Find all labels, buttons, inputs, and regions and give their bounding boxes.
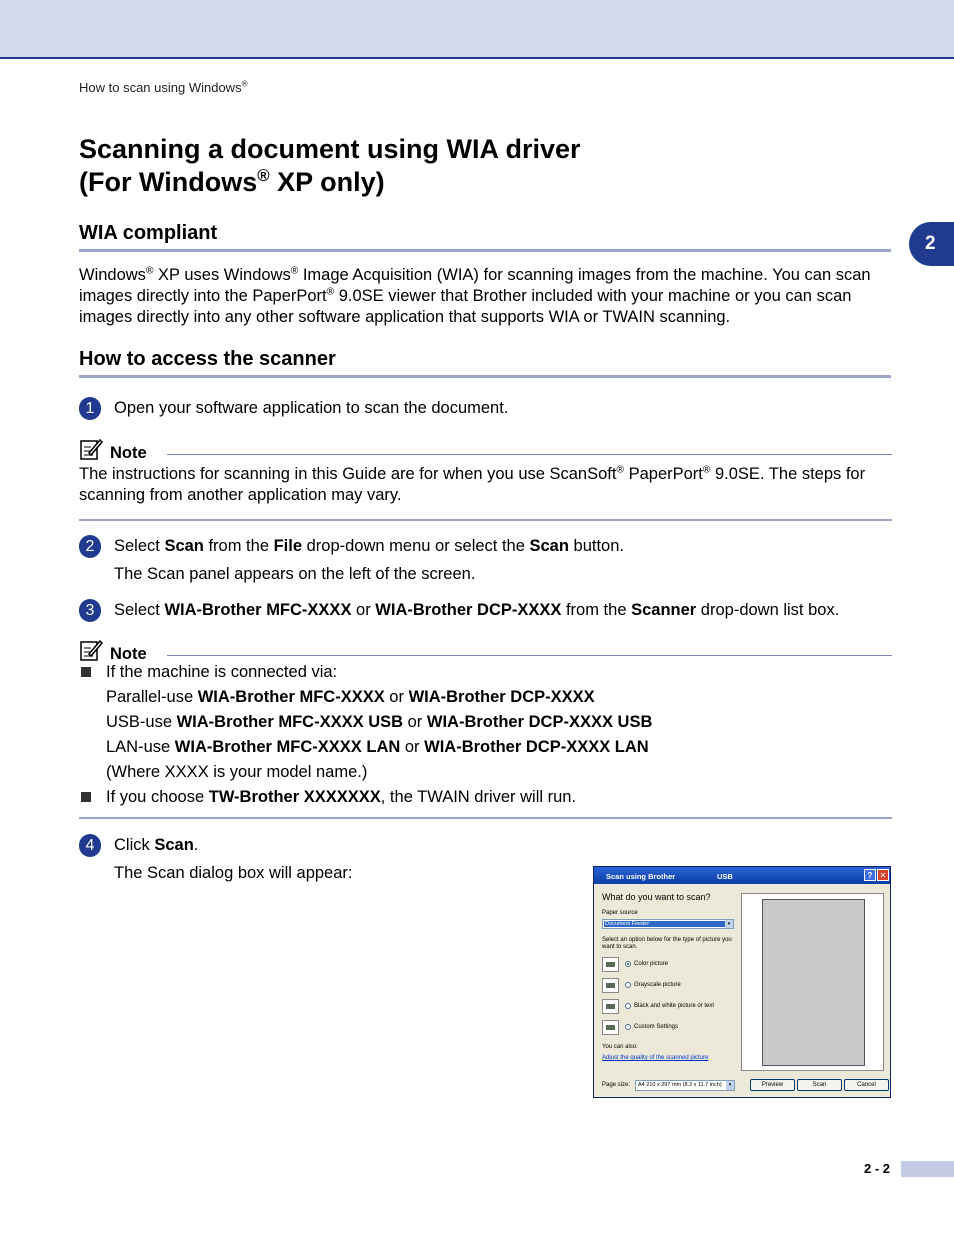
connection-parallel: Parallel-use WIA-Brother MFC-XXXX or WIA-Brother DCP-XXXX: [106, 688, 595, 706]
step-text: Select Scan from the File drop-down menu or select the Scan button.: [114, 537, 624, 555]
header-band: [0, 0, 954, 59]
page-size-label: Page size:: [602, 1082, 631, 1088]
black-white-picture-icon: [602, 999, 619, 1014]
note-label: Note: [110, 444, 147, 462]
radio-button[interactable]: [625, 982, 631, 988]
note-label: Note: [110, 645, 147, 663]
step-number: 2: [79, 535, 101, 558]
scan-button[interactable]: Scan: [797, 1079, 842, 1091]
dialog-title-suffix: USB: [717, 872, 733, 881]
running-head: How to scan using Windows®: [79, 79, 248, 95]
model-note: (Where XXXX is your model name.): [106, 763, 368, 781]
dialog-question: What do you want to scan?: [602, 892, 711, 902]
adjust-quality-link[interactable]: Adjust the quality of the scanned picture: [602, 1055, 709, 1061]
step-text: Open your software application to scan the document.: [114, 399, 509, 417]
connection-lan: LAN-use WIA-Brother MFC-XXXX LAN or WIA-Brother DCP-XXXX LAN: [106, 738, 649, 756]
preview-button[interactable]: Preview: [750, 1079, 795, 1091]
bullet-square-icon: [81, 667, 91, 677]
custom-settings-icon: [602, 1020, 619, 1035]
paper-source-label: Paper source: [602, 910, 638, 916]
preview-area: [741, 893, 884, 1071]
page-number: 2 - 2: [864, 1161, 891, 1176]
note-pencil-icon: [79, 638, 103, 662]
cancel-button[interactable]: Cancel: [844, 1079, 889, 1091]
dialog-title-bar: [594, 867, 890, 884]
step-number: 4: [79, 834, 101, 857]
step-number: 3: [79, 599, 101, 622]
divider: [167, 454, 892, 455]
note-pencil-icon: [79, 437, 103, 461]
divider: [167, 655, 892, 656]
section-heading-access: How to access the scanner: [79, 348, 891, 378]
step-number: 1: [79, 397, 101, 420]
scan-dialog: Scan using Brother USB ? ✕ What do you want to scan? Paper source Document Feeder ▾ Select an option below for the type of picture you want to scan. Color picture Grayscale picture Black and white picture or text Custom Settings You can also: Adjust the quality of the scanned picture Page size: A4 210 x 297 mm (8.3 x 11.7 inch) ▾ Preview Scan Cancel: [593, 866, 891, 1098]
step-text: Click Scan.: [114, 836, 199, 854]
dialog-title: Scan using Brother: [606, 872, 676, 881]
bullet-square-icon: [81, 792, 91, 802]
divider: [79, 519, 892, 521]
chapter-tab[interactable]: 2: [909, 222, 954, 266]
page-number-bar: [901, 1161, 954, 1177]
help-button[interactable]: ?: [864, 869, 876, 881]
select-hint: Select an option below for the type of picture you: [602, 937, 732, 943]
wia-paragraph: Windows® XP uses Windows® Image Acquisition (WIA) for scanning images from the machine. You can scan images directly into the PaperPort® 9.0SE viewer that Brother included with your machine or you can scan images directly into any other software application that supports WIA or TWAIN scanning.: [79, 265, 871, 326]
color-picture-icon: [602, 957, 619, 972]
radio-button[interactable]: [625, 961, 631, 967]
radio-button[interactable]: [625, 1003, 631, 1009]
close-button[interactable]: ✕: [877, 869, 889, 881]
page-size-select[interactable]: A4 210 x 297 mm (8.3 x 11.7 inch) ▾: [635, 1080, 735, 1091]
chevron-down-icon[interactable]: ▾: [726, 1081, 734, 1090]
also-label: You can also:: [602, 1044, 638, 1050]
connection-usb: USB-use WIA-Brother MFC-XXXX USB or WIA-Brother DCP-XXXX USB: [106, 713, 653, 731]
section-heading-wia: WIA compliant: [79, 222, 891, 252]
step-text: Select WIA-Brother MFC-XXXX or WIA-Brother DCP-XXXX from the Scanner drop-down list box.: [114, 601, 840, 619]
chevron-down-icon[interactable]: ▾: [725, 920, 733, 928]
page-title: Scanning a document using WIA driver (For Windows® XP only): [79, 134, 581, 197]
note-header: [79, 440, 892, 464]
paper-source-select[interactable]: Document Feeder ▾: [602, 919, 734, 929]
radio-button[interactable]: [625, 1024, 631, 1030]
preview-page: [762, 899, 865, 1066]
select-hint: want to scan.: [602, 944, 638, 950]
divider: [79, 817, 892, 819]
note-text: The instructions for scanning in this Guide are for when you use ScanSoft® PaperPort® 9.0SE. The steps for scanning from another application may vary.: [79, 464, 866, 504]
grayscale-picture-icon: [602, 978, 619, 993]
